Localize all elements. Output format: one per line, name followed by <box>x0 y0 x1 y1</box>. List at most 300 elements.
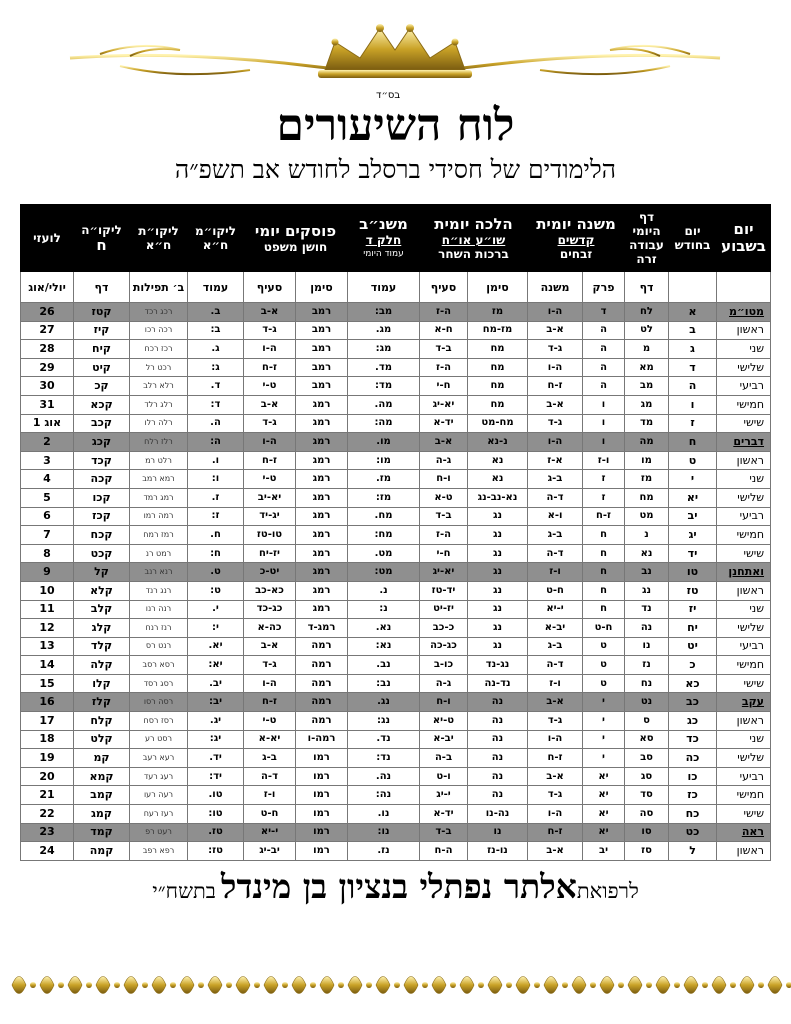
border-petal-icon <box>488 977 502 994</box>
day-of-week-cell: ראשון <box>717 842 771 861</box>
table-cell: מט: <box>348 563 420 582</box>
table-cell: ב-ד <box>420 823 468 842</box>
border-bead-icon <box>646 982 652 988</box>
table-cell: ג-ה <box>420 451 468 470</box>
subheader-cell: משנה <box>528 272 583 303</box>
table-cell: ה-ו <box>528 730 583 749</box>
table-cell: נא <box>468 470 528 489</box>
table-cell: נו <box>625 637 669 656</box>
page-subtitle: הלימודים של חסידי ברסלב לחודש אב תשפ״ה <box>174 155 617 184</box>
table-cell: י-יג <box>420 786 468 805</box>
table-row <box>21 619 771 638</box>
table-cell: רעז רעח <box>130 805 188 824</box>
day-of-week-cell: שלישי <box>717 619 771 638</box>
table-cell: יב-א <box>420 730 468 749</box>
day-of-week-cell: שישי <box>717 414 771 433</box>
table-cell: יג. <box>188 712 244 731</box>
col-poskim-yomi: פוסקים יומי חושן משפט <box>244 205 348 272</box>
table-cell: יא-יג <box>420 563 468 582</box>
table-cell: 17 <box>21 712 74 731</box>
table-cell: 4 <box>21 470 74 489</box>
table-cell: ז-ח <box>528 749 583 768</box>
table-cell: 14 <box>21 656 74 675</box>
table-cell: ז-ח <box>583 507 625 526</box>
border-bead-icon <box>198 982 204 988</box>
table-cell: מד <box>625 414 669 433</box>
table-cell: ג-ד <box>528 712 583 731</box>
table-cell: רמב <box>296 377 348 396</box>
day-of-week-cell: חמישי <box>717 786 771 805</box>
table-cell: ח <box>669 433 717 452</box>
day-of-week-cell: רביעי <box>717 637 771 656</box>
table-cell: ז. <box>188 488 244 507</box>
border-petal-icon <box>236 977 250 994</box>
table-cell: יד-א <box>420 805 468 824</box>
table-cell: יד-א <box>420 414 468 433</box>
table-cell: סז <box>625 842 669 861</box>
border-bead-icon <box>310 982 316 988</box>
day-of-week-cell: עקב <box>717 693 771 712</box>
table-cell: ט: <box>188 581 244 600</box>
table-cell: כג-כד <box>244 600 296 619</box>
col-loazi: לועזי <box>21 205 74 272</box>
subheader-cell: יולי/אוג <box>21 272 74 303</box>
table-cell: ח-ט <box>528 581 583 600</box>
table-cell: טו. <box>188 786 244 805</box>
table-cell: 29 <box>21 358 74 377</box>
table-cell: נד. <box>348 730 420 749</box>
table-cell: קמא <box>74 767 130 786</box>
table-cell: 15 <box>21 674 74 693</box>
header-row <box>21 205 771 272</box>
col-mishna-berura: משנ״ב חלק ד עמוד היומי <box>348 205 420 272</box>
table-cell: 26 <box>21 303 74 322</box>
table-cell: רמג <box>296 581 348 600</box>
table-cell: כג-כה <box>420 637 468 656</box>
table-cell: ס <box>625 712 669 731</box>
table-row <box>21 712 771 731</box>
border-bead-icon <box>254 982 260 988</box>
table-cell: ב. <box>188 303 244 322</box>
table-cell: כ-כב <box>420 619 468 638</box>
table-cell: מג <box>625 395 669 414</box>
table-cell: קלה <box>74 656 130 675</box>
table-row <box>21 656 771 675</box>
table-cell: יב <box>583 842 625 861</box>
table-cell: רמו <box>296 749 348 768</box>
table-cell: רמו <box>296 805 348 824</box>
table-row <box>21 377 771 396</box>
dedication <box>0 864 791 916</box>
border-bead-icon <box>506 982 512 988</box>
subheader-cell: דף <box>625 272 669 303</box>
table-cell: רמב <box>296 321 348 340</box>
page-title: לוח השיעורים <box>276 100 515 151</box>
table-cell: ז: <box>188 507 244 526</box>
subheader-cell: סימן <box>468 272 528 303</box>
table-cell: קכט <box>74 544 130 563</box>
table-cell: ג-ד <box>244 656 296 675</box>
table-cell: קכד <box>74 451 130 470</box>
day-of-week-cell: ראשון <box>717 451 771 470</box>
border-bead-icon <box>590 982 596 988</box>
table-cell: יד-טז <box>420 581 468 600</box>
border-petal-icon <box>68 977 82 994</box>
table-cell: ב-ג <box>528 470 583 489</box>
table-row <box>21 414 771 433</box>
table-cell: טו <box>669 563 717 582</box>
table-row <box>21 433 771 452</box>
table-cell: א-ב <box>244 303 296 322</box>
table-cell: רמג <box>296 470 348 489</box>
table-cell: יז <box>669 600 717 619</box>
table-row <box>21 507 771 526</box>
table-cell: מה <box>625 433 669 452</box>
table-cell: יא. <box>188 637 244 656</box>
table-cell: 18 <box>21 730 74 749</box>
table-cell: ד <box>669 358 717 377</box>
border-bead-icon <box>562 982 568 988</box>
table-cell: רלה רלו <box>130 414 188 433</box>
table-cell: רסז רסח <box>130 712 188 731</box>
table-cell: ז-ח <box>528 823 583 842</box>
subheader-cell: סעיף <box>420 272 468 303</box>
table-cell: נא: <box>348 637 420 656</box>
table-cell: מח <box>468 395 528 414</box>
table-row <box>21 823 771 842</box>
table-cell: ט <box>583 656 625 675</box>
border-petal-icon <box>544 977 558 994</box>
table-cell: א-ב <box>528 321 583 340</box>
table-cell: ט <box>583 637 625 656</box>
border-petal-icon <box>740 977 754 994</box>
table-cell: נב <box>625 563 669 582</box>
table-cell: י <box>583 693 625 712</box>
table-cell: נב. <box>348 656 420 675</box>
table-cell: מח <box>468 340 528 359</box>
day-of-week-cell: ראשון <box>717 321 771 340</box>
border-bead-icon <box>226 982 232 988</box>
table-cell: ט-י <box>244 470 296 489</box>
table-cell: 31 <box>21 395 74 414</box>
table-cell: ח <box>583 563 625 582</box>
day-of-week-cell: ואתחנן <box>717 563 771 582</box>
table-cell: ד-ה <box>244 767 296 786</box>
subheader-cell: ב׳ תפילות <box>130 272 188 303</box>
table-cell: ח-ט <box>583 619 625 638</box>
table-cell: ג-ד <box>244 414 296 433</box>
day-of-week-cell: ראה <box>717 823 771 842</box>
table-cell: קמג <box>74 805 130 824</box>
table-cell: י-יא <box>528 600 583 619</box>
table-cell: ה-ז <box>420 358 468 377</box>
table-cell: רלג רלד <box>130 395 188 414</box>
table-cell: 22 <box>21 805 74 824</box>
table-cell: מב: <box>348 303 420 322</box>
table-cell: מח <box>468 377 528 396</box>
table-cell: י <box>583 730 625 749</box>
table-cell: יא-יג <box>420 395 468 414</box>
table-cell: ב <box>669 321 717 340</box>
border-petal-icon <box>404 977 418 994</box>
table-row <box>21 563 771 582</box>
table-cell: ג-ד <box>528 340 583 359</box>
table-cell: נד <box>625 600 669 619</box>
table-row <box>21 340 771 359</box>
table-cell: נה-נו <box>468 805 528 824</box>
schedule-table <box>20 204 771 861</box>
table-cell: ה <box>583 321 625 340</box>
border-petal-icon <box>432 977 446 994</box>
table-cell: ו-א <box>528 507 583 526</box>
table-cell: ו-ז <box>528 563 583 582</box>
day-of-week-cell: שישי <box>717 674 771 693</box>
border-petal-icon <box>124 977 138 994</box>
table-cell: קל <box>74 563 130 582</box>
border-bead-icon <box>450 982 456 988</box>
table-cell: ב-ג <box>528 637 583 656</box>
table-cell: נד: <box>348 749 420 768</box>
border-bead-icon <box>730 982 736 988</box>
table-cell: קלד <box>74 637 130 656</box>
border-bead-icon <box>366 982 372 988</box>
table-cell: מד. <box>348 358 420 377</box>
table-cell: א-ב <box>528 395 583 414</box>
table-cell: ז <box>583 488 625 507</box>
table-cell: ל <box>669 842 717 861</box>
table-cell: מז: <box>348 488 420 507</box>
col-mishna-yomis: משנה יומית קדשים זבחים <box>528 205 625 272</box>
table-cell: 5 <box>21 488 74 507</box>
table-cell: רסג רסד <box>130 674 188 693</box>
table-cell: טז: <box>188 842 244 861</box>
border-bead-icon <box>170 982 176 988</box>
border-bead-icon <box>338 982 344 988</box>
border-petal-icon <box>516 977 530 994</box>
table-cell: נד-נה <box>468 674 528 693</box>
table-cell: אוג 1 <box>21 414 74 433</box>
day-of-week-cell: שישי <box>717 544 771 563</box>
table-cell: רכג רכד <box>130 303 188 322</box>
table-cell: 20 <box>21 767 74 786</box>
border-petal-icon <box>320 977 334 994</box>
day-of-week-cell: שלישי <box>717 749 771 768</box>
table-cell: מג. <box>348 321 420 340</box>
table-cell: סב <box>625 749 669 768</box>
table-cell: רמג-ד <box>296 619 348 638</box>
border-petal-icon <box>628 977 642 994</box>
table-cell: ט-י <box>244 377 296 396</box>
table-cell: יט <box>669 637 717 656</box>
table-row <box>21 395 771 414</box>
border-petal-icon <box>460 977 474 994</box>
table-cell: יא-א <box>244 730 296 749</box>
table-cell: ו-ט <box>420 767 468 786</box>
table-cell: כט <box>669 823 717 842</box>
day-of-week-cell: חמישי <box>717 395 771 414</box>
table-cell: רמה <box>296 674 348 693</box>
table-cell: 13 <box>21 637 74 656</box>
border-bead-icon <box>86 982 92 988</box>
table-cell: רמג רמד <box>130 488 188 507</box>
table-row <box>21 730 771 749</box>
table-cell: נח <box>625 674 669 693</box>
table-cell: ט-יא <box>420 712 468 731</box>
border-petal-icon <box>376 977 390 994</box>
day-of-week-cell: רביעי <box>717 507 771 526</box>
table-cell: רנג רנד <box>130 581 188 600</box>
table-cell: קלג <box>74 619 130 638</box>
table-cell: קכ <box>74 377 130 396</box>
table-cell: י: <box>188 619 244 638</box>
table-cell: קלח <box>74 712 130 731</box>
border-bead-icon <box>618 982 624 988</box>
table-cell: רעה רעו <box>130 786 188 805</box>
table-cell: מח-מט <box>468 414 528 433</box>
table-cell: ה-ח <box>420 842 468 861</box>
table-cell: יג-יד <box>244 507 296 526</box>
table-cell: ט-י <box>244 712 296 731</box>
table-cell: ו-ז <box>528 674 583 693</box>
table-cell: ה-ו <box>528 303 583 322</box>
table-cell: סא <box>625 730 669 749</box>
col-daf-yomi: דף היומי עבודה זרה <box>625 205 669 272</box>
table-cell: ט. <box>188 563 244 582</box>
table-cell: נג <box>468 637 528 656</box>
table-cell: יב <box>669 507 717 526</box>
table-cell: ז-ח <box>244 358 296 377</box>
table-cell: נה <box>625 619 669 638</box>
table-cell: רמט רנ <box>130 544 188 563</box>
table-cell: א-ב <box>420 433 468 452</box>
table-cell: רמג <box>296 544 348 563</box>
table-cell: נג <box>468 563 528 582</box>
table-cell: 24 <box>21 842 74 861</box>
day-of-week-cell: שלישי <box>717 488 771 507</box>
table-cell: נה: <box>348 786 420 805</box>
table-cell: נג-נד <box>468 656 528 675</box>
border-bead-icon <box>674 982 680 988</box>
table-cell: רמו <box>296 786 348 805</box>
border-petal-icon <box>180 977 194 994</box>
table-cell: כא <box>669 674 717 693</box>
table-cell: רעט רפ <box>130 823 188 842</box>
table-cell: קיט <box>74 358 130 377</box>
table-cell: רמב <box>296 358 348 377</box>
table-cell: רלא רלב <box>130 377 188 396</box>
table-cell: נו <box>468 823 528 842</box>
table-cell: ה-ו <box>528 358 583 377</box>
table-cell: קמה <box>74 842 130 861</box>
table-cell: ג-ה <box>420 674 468 693</box>
table-cell: רנט רס <box>130 637 188 656</box>
table-cell: כו <box>669 767 717 786</box>
table-cell: יח <box>669 619 717 638</box>
crown-ornament-icon <box>60 20 730 95</box>
col-halacha-yomis: הלכה יומית שו״ע או״ח ברכות השחר <box>420 205 528 272</box>
day-of-week-cell: שישי <box>717 805 771 824</box>
table-cell: א-ב <box>528 842 583 861</box>
table-cell: 6 <box>21 507 74 526</box>
table-cell: נז <box>625 656 669 675</box>
table-cell: רמג <box>296 507 348 526</box>
table-cell: נז. <box>348 842 420 861</box>
table-cell: ז <box>669 414 717 433</box>
table-cell: מה: <box>348 414 420 433</box>
table-cell: יא <box>583 786 625 805</box>
table-cell: ח-ט <box>244 805 296 824</box>
table-cell: ח <box>583 581 625 600</box>
table-cell: יא <box>583 823 625 842</box>
table-cell: קמד <box>74 823 130 842</box>
table-cell: 9 <box>21 563 74 582</box>
table-cell: קלז <box>74 693 130 712</box>
table-cell: ה-ז <box>420 303 468 322</box>
border-bead-icon <box>114 982 120 988</box>
table-cell: קכה <box>74 470 130 489</box>
table-cell: נה <box>468 786 528 805</box>
table-cell: נו. <box>348 805 420 824</box>
table-cell: יא <box>583 805 625 824</box>
border-bead-icon <box>702 982 708 988</box>
day-of-week-cell: שלישי <box>717 358 771 377</box>
border-petal-icon <box>96 977 110 994</box>
table-cell: רסא רסב <box>130 656 188 675</box>
day-of-week-cell: דברים <box>717 433 771 452</box>
table-cell: יז-יח <box>244 544 296 563</box>
table-cell: קלו <box>74 674 130 693</box>
border-bead-icon <box>142 982 148 988</box>
table-cell: נ: <box>348 600 420 619</box>
table-cell: ד <box>583 303 625 322</box>
table-cell: מו <box>625 451 669 470</box>
table-cell: רנז רנח <box>130 619 188 638</box>
table-row <box>21 600 771 619</box>
table-row <box>21 674 771 693</box>
table-cell: מב <box>625 377 669 396</box>
table-row <box>21 488 771 507</box>
border-bead-icon <box>422 982 428 988</box>
table-cell: רמא רמב <box>130 470 188 489</box>
subheader-cell: פרק <box>583 272 625 303</box>
table-cell: רמג <box>296 451 348 470</box>
table-cell: ה-ו <box>528 433 583 452</box>
table-cell: קכז <box>74 507 130 526</box>
border-petal-icon <box>768 977 782 994</box>
border-petal-icon <box>12 977 26 994</box>
table-cell: קכו <box>74 488 130 507</box>
subheader-cell: עמוד <box>348 272 420 303</box>
table-cell: נה <box>468 767 528 786</box>
day-of-week-cell: ראשון <box>717 712 771 731</box>
table-cell: ח <box>583 526 625 545</box>
table-cell: יט-כ <box>244 563 296 582</box>
table-cell: מה. <box>348 395 420 414</box>
table-row <box>21 358 771 377</box>
table-row <box>21 470 771 489</box>
table-cell: נב: <box>348 674 420 693</box>
table-cell: ד. <box>188 377 244 396</box>
table-row <box>21 786 771 805</box>
table-cell: יג <box>669 526 717 545</box>
table-cell: א-ב <box>244 395 296 414</box>
table-cell: ה-ו <box>244 433 296 452</box>
table-cell: ו <box>583 414 625 433</box>
table-row <box>21 749 771 768</box>
table-cell: 3 <box>21 451 74 470</box>
table-cell: נג: <box>348 712 420 731</box>
table-cell: יא: <box>188 656 244 675</box>
